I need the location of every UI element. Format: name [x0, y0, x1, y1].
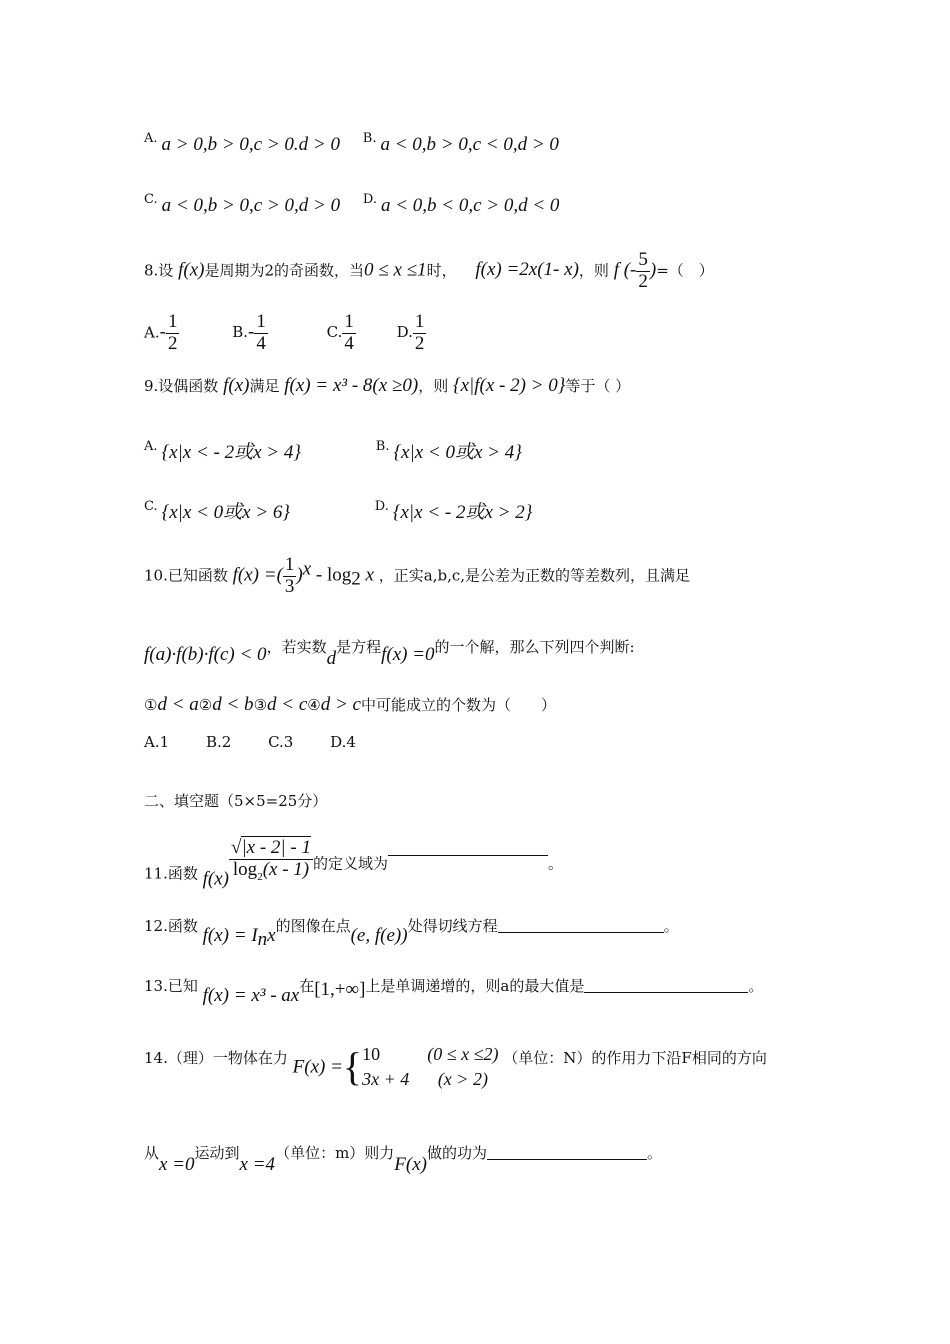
q8-ask-pre: f (-	[613, 259, 637, 281]
q14-x4: x =4	[239, 1154, 276, 1175]
q13-text-2: 在	[299, 977, 315, 995]
q8-c-num: 1	[344, 311, 354, 332]
q8-ask-den: 2	[638, 270, 648, 292]
q14-text-5: （单位：m）则力	[275, 1144, 395, 1162]
q12-text-3: 处得切线方程	[407, 917, 498, 935]
q10-text-6: 中可能成立的个数为（ ）	[361, 696, 557, 714]
q10-product: f(a)·f(b)·f(c) < 0	[144, 644, 267, 665]
q10-judge-3: ③	[253, 696, 268, 714]
q12-x: x	[267, 925, 276, 946]
q10-judgments	[144, 695, 556, 714]
q9-set: {x|f(x - 2) > 0}	[452, 375, 566, 396]
q9-option-d-label: D.	[374, 499, 389, 514]
q11-numerator: √|x - 2| - 1	[231, 837, 311, 858]
q7-option-a-label: A.	[144, 131, 158, 146]
q10-options	[144, 735, 356, 750]
q13-answer-blank[interactable]	[584, 978, 748, 993]
q8-option-a-label: A.	[144, 323, 160, 342]
q11	[144, 838, 563, 888]
q8-ask-post: )	[649, 259, 657, 281]
q9-options-row-1	[144, 440, 522, 462]
q10-option-c: C.3	[268, 733, 294, 751]
q10-f-arg: x	[360, 564, 374, 586]
q14-row1-value: 10	[362, 1044, 381, 1064]
q9-text-3: ，则	[418, 377, 449, 395]
q14-Fx: F(x)	[394, 1154, 427, 1175]
q10-f-fraction	[283, 555, 297, 598]
q10-text-2: ，正实a,b,c,是公差为正数的等差数列，且满足	[378, 566, 691, 585]
q10-f-pre: f(x) =(	[232, 564, 283, 586]
q14-force: F(x) =	[292, 1056, 343, 1078]
q10-equation: f(x) =0	[381, 644, 435, 665]
q13-text-3: 上是单调递增的，则a的最大值是	[365, 977, 585, 995]
q8-options	[144, 312, 426, 355]
q10-j1: d < a	[157, 694, 199, 715]
q8-option-d-label: D.	[396, 323, 413, 342]
q8-text-2: 是周期为2的奇函数，当	[204, 261, 365, 280]
q10-f-base: 2	[351, 568, 361, 590]
q8-definition: f(x) =2x(1- x)	[475, 259, 579, 281]
q12-end: 。	[663, 917, 679, 935]
q8-c-den: 4	[344, 332, 354, 354]
q8-ask-num: 5	[638, 249, 648, 270]
q12-answer-blank[interactable]	[498, 918, 664, 933]
q8-d-num: 1	[414, 311, 425, 332]
q10-j4: d > c	[320, 694, 361, 715]
q10-text-5: 的一个解，那么下列四个判断:	[434, 638, 635, 656]
q12-text-1: 12.函数	[144, 917, 198, 935]
q14-text-2: （单位：N）的作用力下沿F相同的方向	[503, 1049, 767, 1068]
q7-option-c: a < 0,b > 0,c > 0,d > 0	[161, 195, 341, 216]
q11-radicand: |x - 2| - 1	[241, 837, 311, 858]
q7-option-c-label: C.	[144, 192, 158, 207]
q14-end: 。	[647, 1144, 663, 1162]
q7-option-b: a < 0,b > 0,c < 0,d > 0	[380, 134, 559, 155]
q8-a-den: 2	[167, 332, 178, 354]
q10-stem-1	[144, 555, 690, 598]
q11-end: 。	[548, 854, 564, 873]
q10-f-exp: x	[302, 558, 312, 580]
q8-b-num: 1	[256, 311, 266, 332]
q12-text-2: 的图像在点	[275, 917, 351, 935]
q14-answer-blank[interactable]	[487, 1145, 647, 1160]
q14-line-1	[144, 1042, 767, 1092]
q8-option-c	[342, 312, 356, 355]
q9-option-a-label: A.	[144, 439, 158, 454]
q10-option-b: B.2	[205, 733, 232, 751]
q8-text-5: =（ ）	[656, 261, 714, 280]
q11-log-arg: (x - 1)	[262, 858, 310, 880]
q9-option-c: {x|x < 0或x > 6}	[161, 502, 290, 523]
q9-definition: f(x) = x³ - 8(x ≥0)	[284, 375, 419, 396]
q8-b-den: 4	[256, 332, 266, 354]
q14-row2-value: 3x + 4	[362, 1069, 410, 1090]
q9-stem	[144, 376, 630, 395]
q12	[144, 918, 679, 949]
q10-judge-4: ④	[307, 696, 321, 714]
q12-sub: n	[257, 929, 268, 950]
q7-option-d: a < 0,b < 0,c > 0,d < 0	[380, 195, 560, 216]
q11-log-base: 2	[257, 870, 263, 883]
q8-stem	[144, 250, 714, 293]
q10-judge-1: ①	[144, 696, 158, 714]
section-2-title: 二、填空题（5×5=25分）	[144, 792, 328, 810]
q8-a-num: 1	[167, 311, 178, 332]
q9-text-1: 9.设偶函数	[144, 377, 219, 395]
q11-text-1: 11.函数	[144, 864, 198, 883]
section-heading	[144, 794, 327, 809]
q7-option-b-label: B.	[362, 131, 377, 146]
q9-option-a: {x|x < - 2或x > 4}	[161, 442, 301, 463]
q7-option-row-1	[144, 132, 559, 154]
q8-text-1: 8.设	[144, 261, 174, 280]
q14-row2-cond: (x > 2)	[437, 1069, 488, 1090]
q11-text-2: 的定义域为	[313, 854, 389, 873]
q14-piecewise-conditions	[427, 1042, 498, 1092]
q11-fraction	[229, 838, 313, 883]
q9-function: f(x)	[223, 375, 250, 396]
q13-end: 。	[748, 977, 764, 995]
q14-line-2	[144, 1145, 662, 1174]
q10-option-d: D.4	[330, 733, 356, 751]
q10-f-den: 3	[284, 575, 295, 597]
q12-function: f(x) = I	[202, 925, 258, 946]
q10-judge-2: ②	[198, 696, 213, 714]
q12-point: (e, f(e))	[350, 925, 408, 946]
q9-option-b: {x|x < 0或x > 4}	[393, 442, 522, 463]
q7-option-a: a > 0,b > 0,c > 0.d > 0	[161, 134, 340, 155]
q14-row1-cond: (0 ≤ x ≤2)	[427, 1044, 499, 1064]
q10-text-1: 10.已知函数	[144, 566, 228, 585]
q9-option-d: {x|x < - 2或x > 2}	[392, 502, 533, 523]
q10-j3: d < c	[267, 694, 308, 715]
q11-log: log	[232, 858, 258, 880]
q13-text-1: 13.已知	[144, 977, 198, 995]
q7-option-d-label: D.	[362, 192, 377, 207]
q8-option-b	[254, 312, 268, 355]
q14-text-1: 14.（理）一物体在力	[144, 1049, 288, 1068]
q8-option-a-sign: -	[159, 321, 166, 343]
q8-option-c-label: C.	[326, 323, 343, 342]
q8-option-d	[413, 312, 427, 355]
q7-option-row-2	[144, 193, 559, 215]
q8-option-a	[166, 312, 180, 355]
q9-text-4: 等于（ ）	[565, 377, 631, 395]
q8-d-den: 2	[414, 332, 425, 354]
q8-text-4: ，则	[578, 261, 609, 280]
q8-text-3: 时，	[426, 261, 457, 280]
q11-denominator	[229, 860, 313, 883]
q9-options-row-2	[144, 500, 532, 522]
q13	[144, 978, 763, 1005]
q8-function: f(x)	[178, 259, 205, 281]
q10-f-log: - log	[311, 564, 352, 586]
q13-interval: [1,+∞]	[314, 979, 366, 1000]
q10-option-a: A.1	[144, 733, 170, 751]
q11-function: f(x)	[202, 868, 230, 890]
q8-ask-fraction	[636, 250, 650, 293]
q10-j2: d < b	[212, 694, 254, 715]
q14-piecewise-values	[362, 1042, 409, 1092]
q14-x0: x =0	[159, 1154, 195, 1175]
q10-stem-2	[144, 640, 635, 668]
q8-option-b-sign: -	[248, 321, 255, 343]
q8-option-b-label: B.	[232, 323, 249, 342]
q13-function: f(x) = x³ - ax	[202, 985, 300, 1006]
q9-option-c-label: C.	[144, 499, 158, 514]
q10-f-post: )	[296, 564, 303, 586]
q9-option-b-label: B.	[375, 439, 390, 454]
q10-text-3: ，若实数	[266, 638, 327, 656]
q10-f-num: 1	[284, 554, 295, 575]
q14-text-3: 从	[144, 1144, 160, 1162]
q14-text-6: 做的功为	[427, 1144, 488, 1162]
q9-text-2: 满足	[249, 377, 280, 395]
q10-text-4: 是方程	[336, 638, 382, 656]
q14-brace: {	[342, 1044, 363, 1090]
q10-d: d	[326, 648, 337, 669]
q8-condition: 0 ≤ x ≤1	[364, 259, 427, 281]
q14-text-4: 运动到	[194, 1144, 240, 1162]
q11-answer-blank[interactable]	[388, 841, 548, 856]
